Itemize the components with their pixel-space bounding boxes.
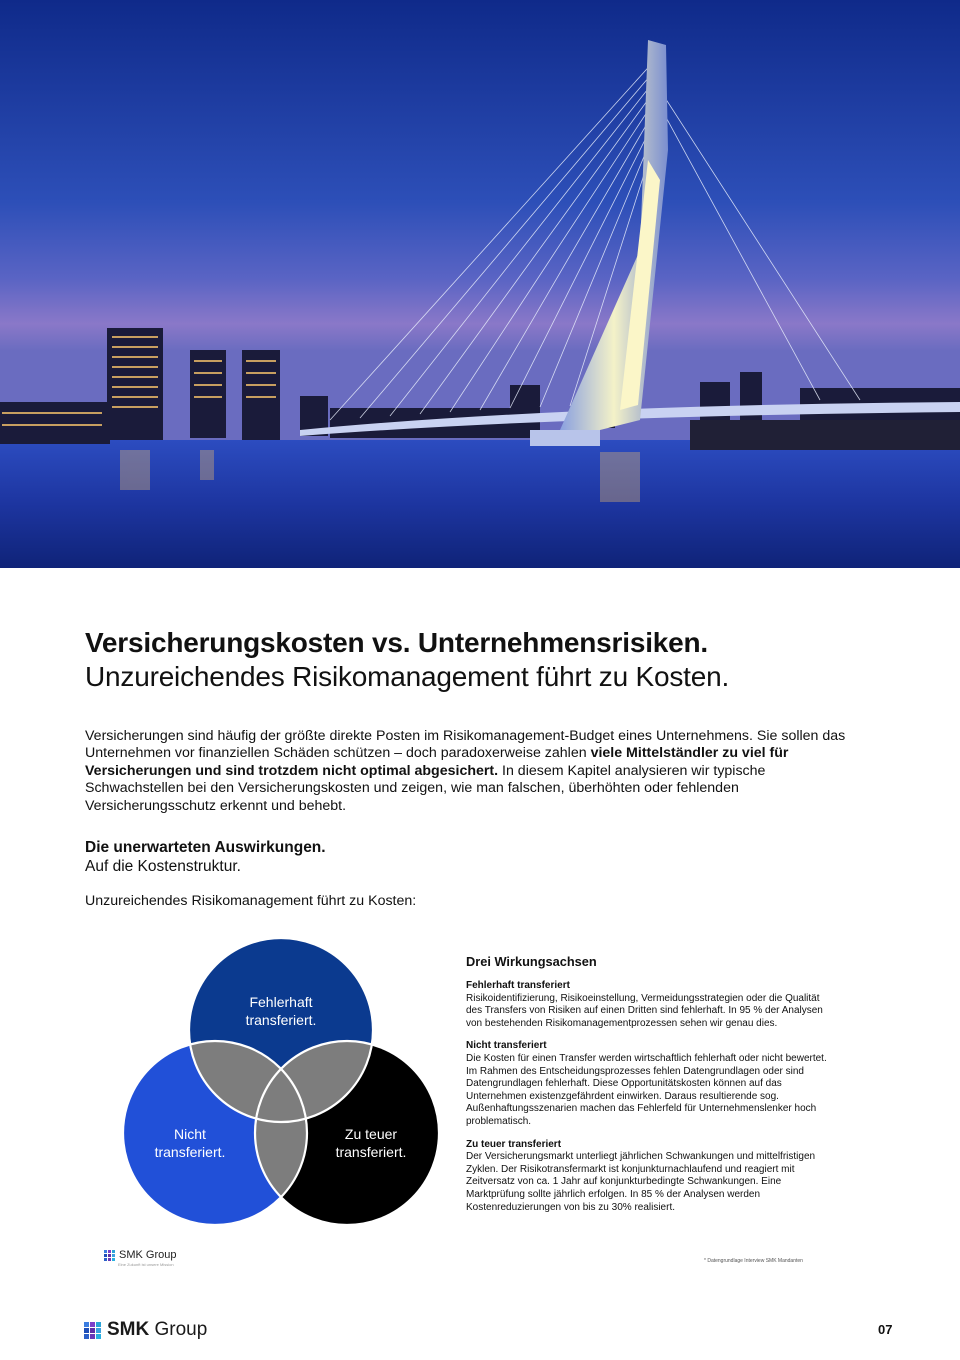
small-logo-tagline: Eine Zukunft ist unsere Mission	[118, 1262, 174, 1267]
smk-logo-mark-icon	[84, 1322, 101, 1339]
page-number: 07	[878, 1322, 893, 1337]
logo-square	[84, 1328, 89, 1333]
axis-title: Zu teuer transferiert	[466, 1138, 562, 1150]
venn-label-right-line1: Zu teuer	[344, 1126, 398, 1142]
axis-title: Nicht transferiert	[466, 1040, 547, 1052]
footer-smk-logo	[84, 1319, 207, 1341]
logo-square	[108, 1258, 111, 1261]
axis-block	[466, 980, 836, 1030]
impact-axes-title: Drei Wirkungsachsen	[466, 954, 597, 969]
logo-square	[90, 1334, 95, 1339]
logo-square	[112, 1254, 115, 1257]
venn-label-right	[311, 1125, 431, 1161]
logo-square	[108, 1254, 111, 1257]
logo-square	[84, 1322, 89, 1327]
venn-caption: Unzureichendes Risikomanagement führt zu Kosten:	[85, 893, 417, 909]
intro-text-part2: In diesem Kapitel analysieren wir typische Schwachstellen bei den Versicherungskosten und zeigen, wie man falschen, überhöhten oder fehlenden Versicherungsschutz erkennt und behebt.	[85, 762, 766, 814]
axis-block	[466, 1139, 836, 1215]
logo-square	[96, 1328, 101, 1333]
effects-subheading	[85, 838, 326, 876]
section-heading	[85, 626, 905, 694]
intro-text-bold: viele Mittelständler zu viel für Versicherungen und sind trotzdem nicht optimal abgesichert.	[85, 745, 789, 779]
data-footnote: * Datengrundlage Interview SMK Mandanten	[704, 1258, 803, 1264]
effects-subtitle: Auf die Kostenstruktur.	[85, 858, 241, 875]
logo-square	[104, 1250, 107, 1253]
logo-square	[96, 1322, 101, 1327]
logo-square	[108, 1250, 111, 1253]
venn-label-top-line2: transferiert.	[245, 1012, 317, 1028]
logo-square	[112, 1250, 115, 1253]
venn-label-left-line1: Nicht	[174, 1126, 206, 1142]
footer-brand	[107, 1319, 207, 1341]
footer-brand-rest: Group	[149, 1319, 208, 1340]
smk-logo-mark-icon	[104, 1250, 115, 1261]
logo-square	[84, 1334, 89, 1339]
axis-text: Die Kosten für einen Transfer werden wirtschaftlich fehlerhaft oder nicht bewertet. Im Rahmen des Entscheidungsprozesses fehlen Datengrundlagen oder sind Datengrundlagen fehlerhaft. Diese Opportunitätskosten können auf das Unternehmen existenzgefährdent einwirken. Daraus resultierende sog. Außenhaftungsszenarien machen das Fehlerfeld für Unternehmenslenker hoch problematisch.	[466, 1052, 827, 1127]
axis-text: Der Versicherungsmarkt unterliegt jährlichen Schwankungen und mittelfristigen Zyklen. Der Risikotransfermarkt ist konjunkturnachlaufend und reagiert mit Zeitversatz von ca. 1 Jahr auf konjunkturbedingte Schwankungen. Eine Marktprüfung sollte jährlich erfolgen. In 85 % der Analysen werden Kostenreduzierungen von bis zu 30% realisiert.	[466, 1151, 816, 1213]
logo-square	[90, 1322, 95, 1327]
small-logo-name: SMK Group	[119, 1249, 177, 1261]
hero-photo-bridge	[0, 0, 960, 568]
venn-label-right-line2: transferiert.	[335, 1144, 407, 1160]
intro-text-part1: Versicherungen sind häufig der größte direkte Posten im Risikomanagement-Budget eines Unternehmens. Sie sollen das Unternehmen vor finanziellen Schäden schützen – doch paradoxerweise zahlen	[85, 728, 846, 762]
small-smk-logo	[104, 1249, 176, 1267]
page-subtitle: Unzureichendes Risikomanagement führt zu Kosten.	[85, 661, 730, 692]
axis-title: Fehlerhaft transferiert	[466, 980, 570, 991]
logo-square	[90, 1328, 95, 1333]
axis-text: Risikoidentifizierung, Risikoeinstellung, Vermeidungsstrategien oder die Qualität des Transfers von Risiken auf einen Dritten sind fehlerhaft. In 95 % der Analysen von bestehenden Risikomanagementprozessen sehen wir genau dies.	[466, 992, 823, 1029]
logo-square	[96, 1334, 101, 1339]
venn-label-top	[221, 993, 341, 1029]
axis-block	[466, 1040, 836, 1128]
logo-square	[104, 1258, 107, 1261]
footer-brand-bold: SMK	[107, 1319, 150, 1340]
page-title: Versicherungskosten vs. Unternehmensrisiken.	[85, 627, 709, 658]
logo-square	[104, 1254, 107, 1257]
intro-paragraph	[85, 728, 865, 815]
venn-diagram	[118, 938, 444, 1228]
venn-label-left-line2: transferiert.	[154, 1144, 226, 1160]
impact-axes	[466, 954, 836, 1224]
effects-title: Die unerwarteten Auswirkungen.	[85, 839, 326, 856]
logo-square	[112, 1258, 115, 1261]
venn-label-left	[130, 1125, 250, 1161]
venn-label-top-line1: Fehlerhaft	[249, 994, 313, 1010]
